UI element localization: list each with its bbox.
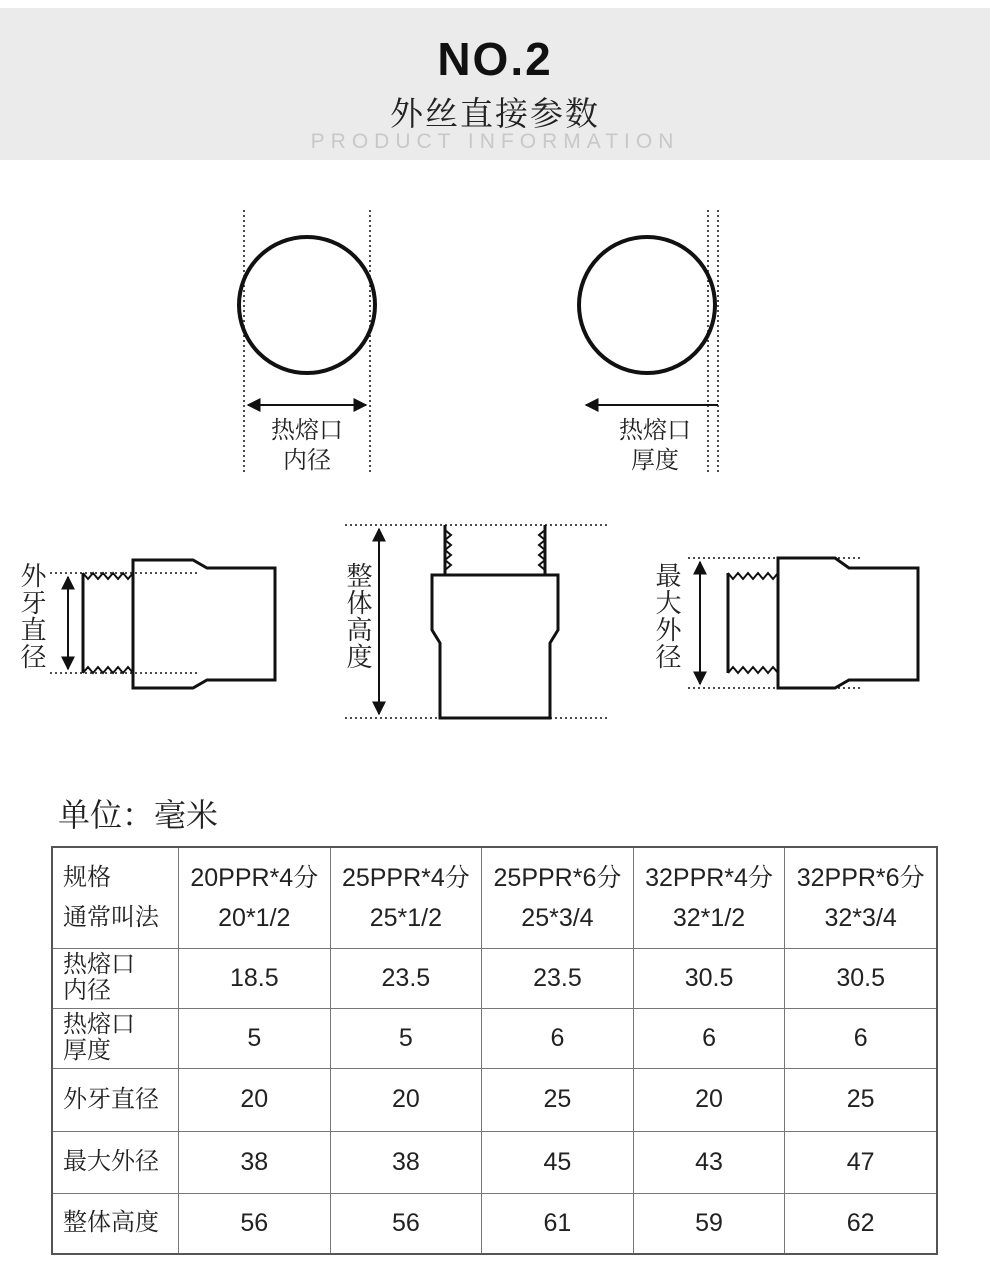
table-cell: 5: [330, 1008, 482, 1068]
table-cell: 20: [633, 1068, 785, 1131]
thickness-label: 热熔口 厚度: [619, 416, 691, 474]
table-cell: 25: [482, 1068, 634, 1131]
row-label: 外牙直径: [52, 1068, 179, 1131]
column-header: 32PPR*6分 32*3/4: [785, 847, 937, 948]
thread-diameter-figure: [50, 560, 275, 688]
table-row: [52, 1193, 937, 1254]
table-cell: 6: [482, 1008, 634, 1068]
row-label: 热熔口 内径: [52, 948, 179, 1008]
table-row: [52, 1131, 937, 1193]
table-header-row: [52, 847, 937, 948]
table-cell: 38: [179, 1131, 331, 1193]
table-row: [52, 1008, 937, 1068]
max-outer-figure: [688, 558, 918, 688]
table-cell: 20: [179, 1068, 331, 1131]
inner-diameter-label: 热熔口 内径: [271, 416, 343, 474]
table-cell: 6: [785, 1008, 937, 1068]
section-subtitle: PRODUCT INFORMATION: [310, 130, 680, 153]
row-label: 最大外径: [52, 1131, 179, 1193]
thread-diameter-label: 外牙直径: [16, 562, 46, 670]
section-number: NO.2: [437, 33, 553, 85]
total-height-label: 整体高度: [342, 562, 372, 670]
table-cell: 62: [785, 1193, 937, 1254]
table-cell: 18.5: [179, 948, 331, 1008]
table-cell: 23.5: [482, 948, 634, 1008]
section-title: 外丝直接参数: [390, 94, 600, 133]
row-label: 整体高度: [52, 1193, 179, 1254]
table-cell: 56: [330, 1193, 482, 1254]
table-row: [52, 948, 937, 1008]
unit-label: 单位：毫米: [58, 796, 219, 834]
header-label-cell: 规格 通常叫法: [52, 847, 179, 948]
spec-table: [51, 846, 938, 1255]
column-header: 32PPR*4分 32*1/2: [633, 847, 785, 948]
table-cell: 47: [785, 1131, 937, 1193]
column-header: 25PPR*6分 25*3/4: [482, 847, 634, 948]
table-row: [52, 1068, 937, 1131]
table-cell: 61: [482, 1193, 634, 1254]
row-label: 热熔口 厚度: [52, 1008, 179, 1068]
table-cell: 30.5: [633, 948, 785, 1008]
table-cell: 43: [633, 1131, 785, 1193]
table-cell: 56: [179, 1193, 331, 1254]
max-outer-label: 最大外径: [651, 562, 681, 670]
table-cell: 59: [633, 1193, 785, 1254]
table-cell: 30.5: [785, 948, 937, 1008]
table-cell: 20: [330, 1068, 482, 1131]
table-cell: 45: [482, 1131, 634, 1193]
table-cell: 23.5: [330, 948, 482, 1008]
total-height-figure: [345, 525, 610, 718]
table-cell: 5: [179, 1008, 331, 1068]
table-cell: 6: [633, 1008, 785, 1068]
table-cell: 25: [785, 1068, 937, 1131]
table-cell: 38: [330, 1131, 482, 1193]
column-header: 25PPR*4分 25*1/2: [330, 847, 482, 948]
column-header: 20PPR*4分 20*1/2: [179, 847, 331, 948]
